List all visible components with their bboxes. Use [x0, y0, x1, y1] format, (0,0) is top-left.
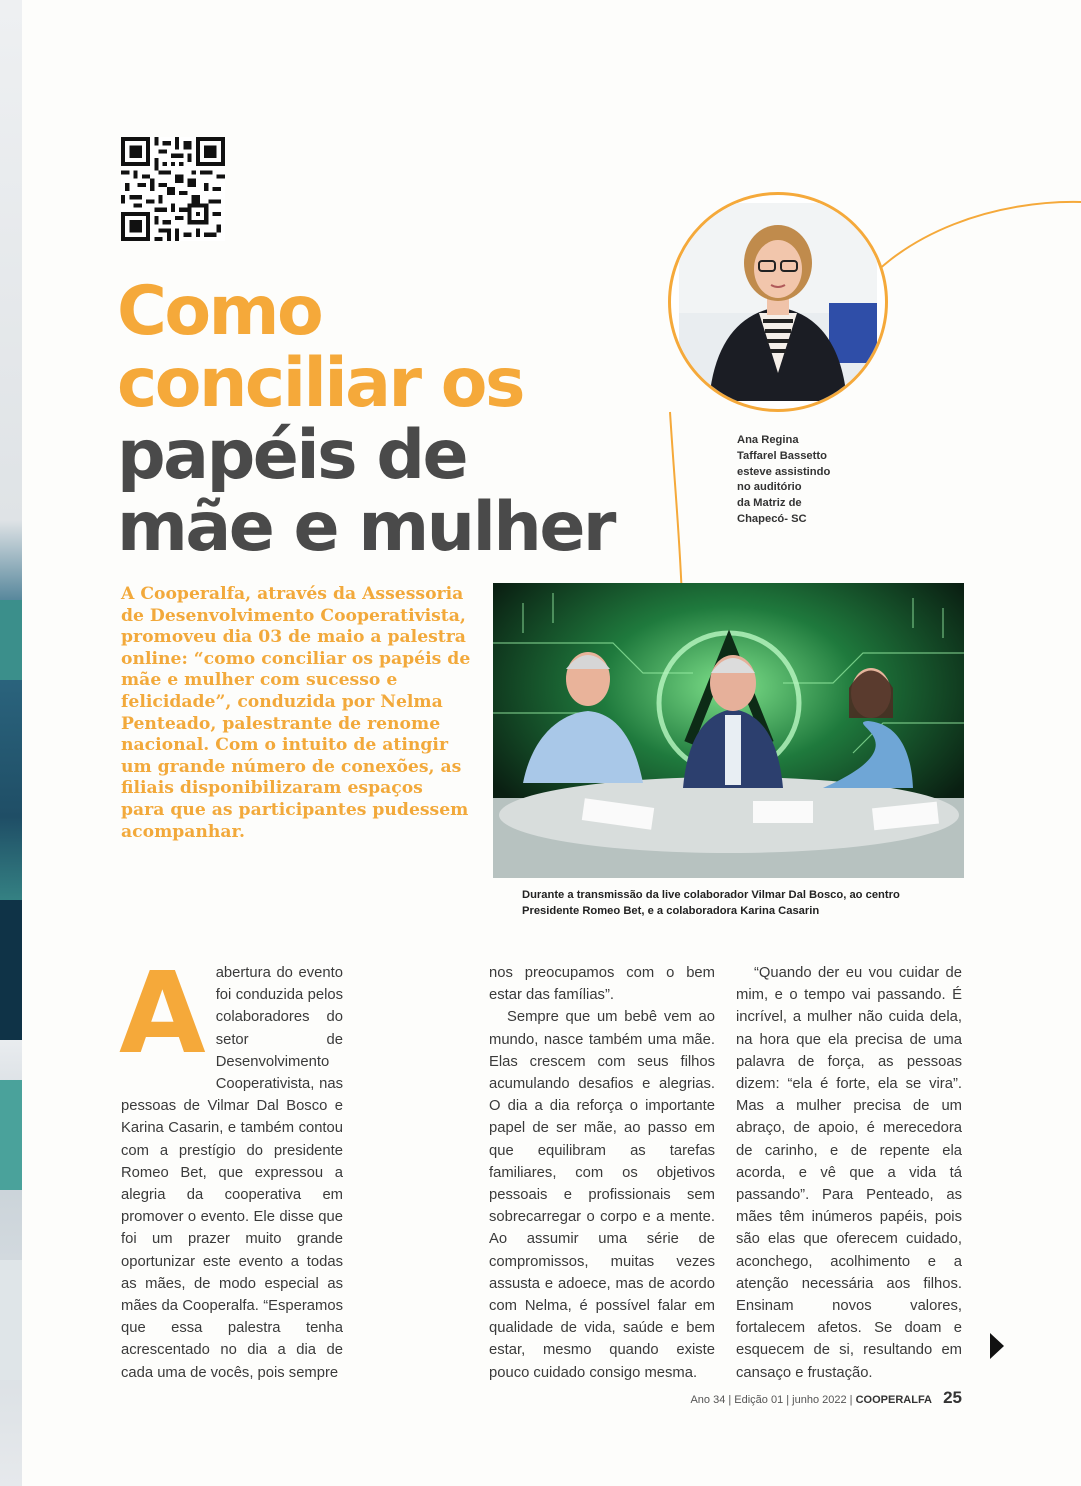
photo-caption: Durante a transmissão da live colaborador Vilmar Dal Bosco, ao centro Presidente Romeo Bet, e a colaboradora Karina Casarin — [522, 889, 900, 917]
page-number: 25 — [943, 1388, 962, 1407]
portrait-caption-line: Taffarel Bassetto — [737, 449, 827, 462]
body-column-2 — [489, 962, 715, 1384]
left-photo-strip — [0, 0, 22, 1486]
portrait-caption-line: da Matriz de — [737, 497, 802, 510]
body-paragraph: nos preocupamos com o bem estar das famílias”. — [489, 965, 715, 1004]
footer-issue: Ano 34 | Edição 01 | junho 2022 | — [690, 1394, 853, 1406]
next-page-arrow-icon[interactable] — [990, 1333, 1004, 1359]
body-column-3 — [736, 962, 962, 1384]
portrait-caption-line: no auditório — [737, 481, 802, 494]
headline-line-4: mãe e mulher — [117, 488, 614, 567]
lead-paragraph: A Cooperalfa, através da Assessoria de Desenvolvimento Cooperativista, promoveu dia 03 de maio a palestra online: “como conciliar os papéis de mãe e mulher com sucesso e felicidade”, conduzida por Nelma Penteado, palestrante de renome nacional. Com o intuito de atingir um grande número de conexões, as filiais disponibilizaram espaços para que as participantes pudessem acompanhar. — [121, 584, 471, 842]
headline-line-3: papéis de — [117, 416, 467, 495]
drop-cap: A — [119, 949, 206, 1079]
portrait-caption — [737, 433, 877, 528]
headline — [117, 272, 614, 567]
portrait-photo — [668, 192, 888, 412]
portrait-caption-line: esteve assistindo — [737, 465, 831, 478]
headline-line-2: conciliar os — [117, 344, 523, 423]
qr-code[interactable] — [121, 137, 225, 241]
portrait-caption-line: Chapecó- SC — [737, 512, 807, 525]
studio-photo — [493, 583, 964, 878]
footer-brand: COOPERALFA — [855, 1394, 933, 1406]
portrait-caption-line: Ana Regina — [737, 434, 799, 446]
body-paragraph: Sempre que um bebê vem ao mundo, nasce também uma mãe. Elas crescem com seus filhos acumulando desafios e alegrias. O dia a dia reforça o importante papel de ser mãe, ao passo em que equilibram as tarefas familiares, com os objetivos pessoais e profissionais sem sobrecarregar o corpo e a mente. Ao assumir uma série de compromissos, muitas vezes assusta e adoece, mas de acordo com Nelma, é possível falar em qualidade de vida, saúde e bem estar, mesmo quando existe pouco cuidado consigo mesma. — [489, 1009, 715, 1381]
headline-line-1: Como — [117, 272, 322, 351]
body-paragraph: abertura do evento foi conduzida pelos colaboradores do setor de Desenvolvimento Cooperativista, nas pessoas de Vilmar Dal Bosco e Karina Casarin, e também contou com a prestígio do presidente Romeo Bet, que expressou a alegria da cooperativa em promover o evento. Ele disse que foi um prazer muito grande oportunizar este evento a todas as mães, de modo especial as mães da Cooperalfa. “Esperamos que essa palestra tenha acrescentado no dia a dia de cada uma de vocês, pois sempre — [121, 965, 343, 1381]
body-column-1 — [119, 949, 343, 1384]
body-paragraph: “Quando der eu vou cuidar de mim, e o tempo vai passando. É incrível, a mulher não cuida dela, na hora que ela precisa de uma palavra de força, as pessoas dizem: “ela é forte, ela se vira”. Mas a mulher precisa de um abraço, de apoio, é merecedora de carinho, e de repente ela acorda, e vê que a vida tá passando”. Para Penteado, as mães têm inúmeros papéis, pois são elas que oferecem cuidado, aconchego, acolhimento e a atenção necessária aos filhos. Ensinam novos valores, fortalecem afetos. Se doam e esquecem de si, resultando em cansaço e frustação. — [736, 965, 962, 1381]
page-footer — [690, 1388, 962, 1408]
